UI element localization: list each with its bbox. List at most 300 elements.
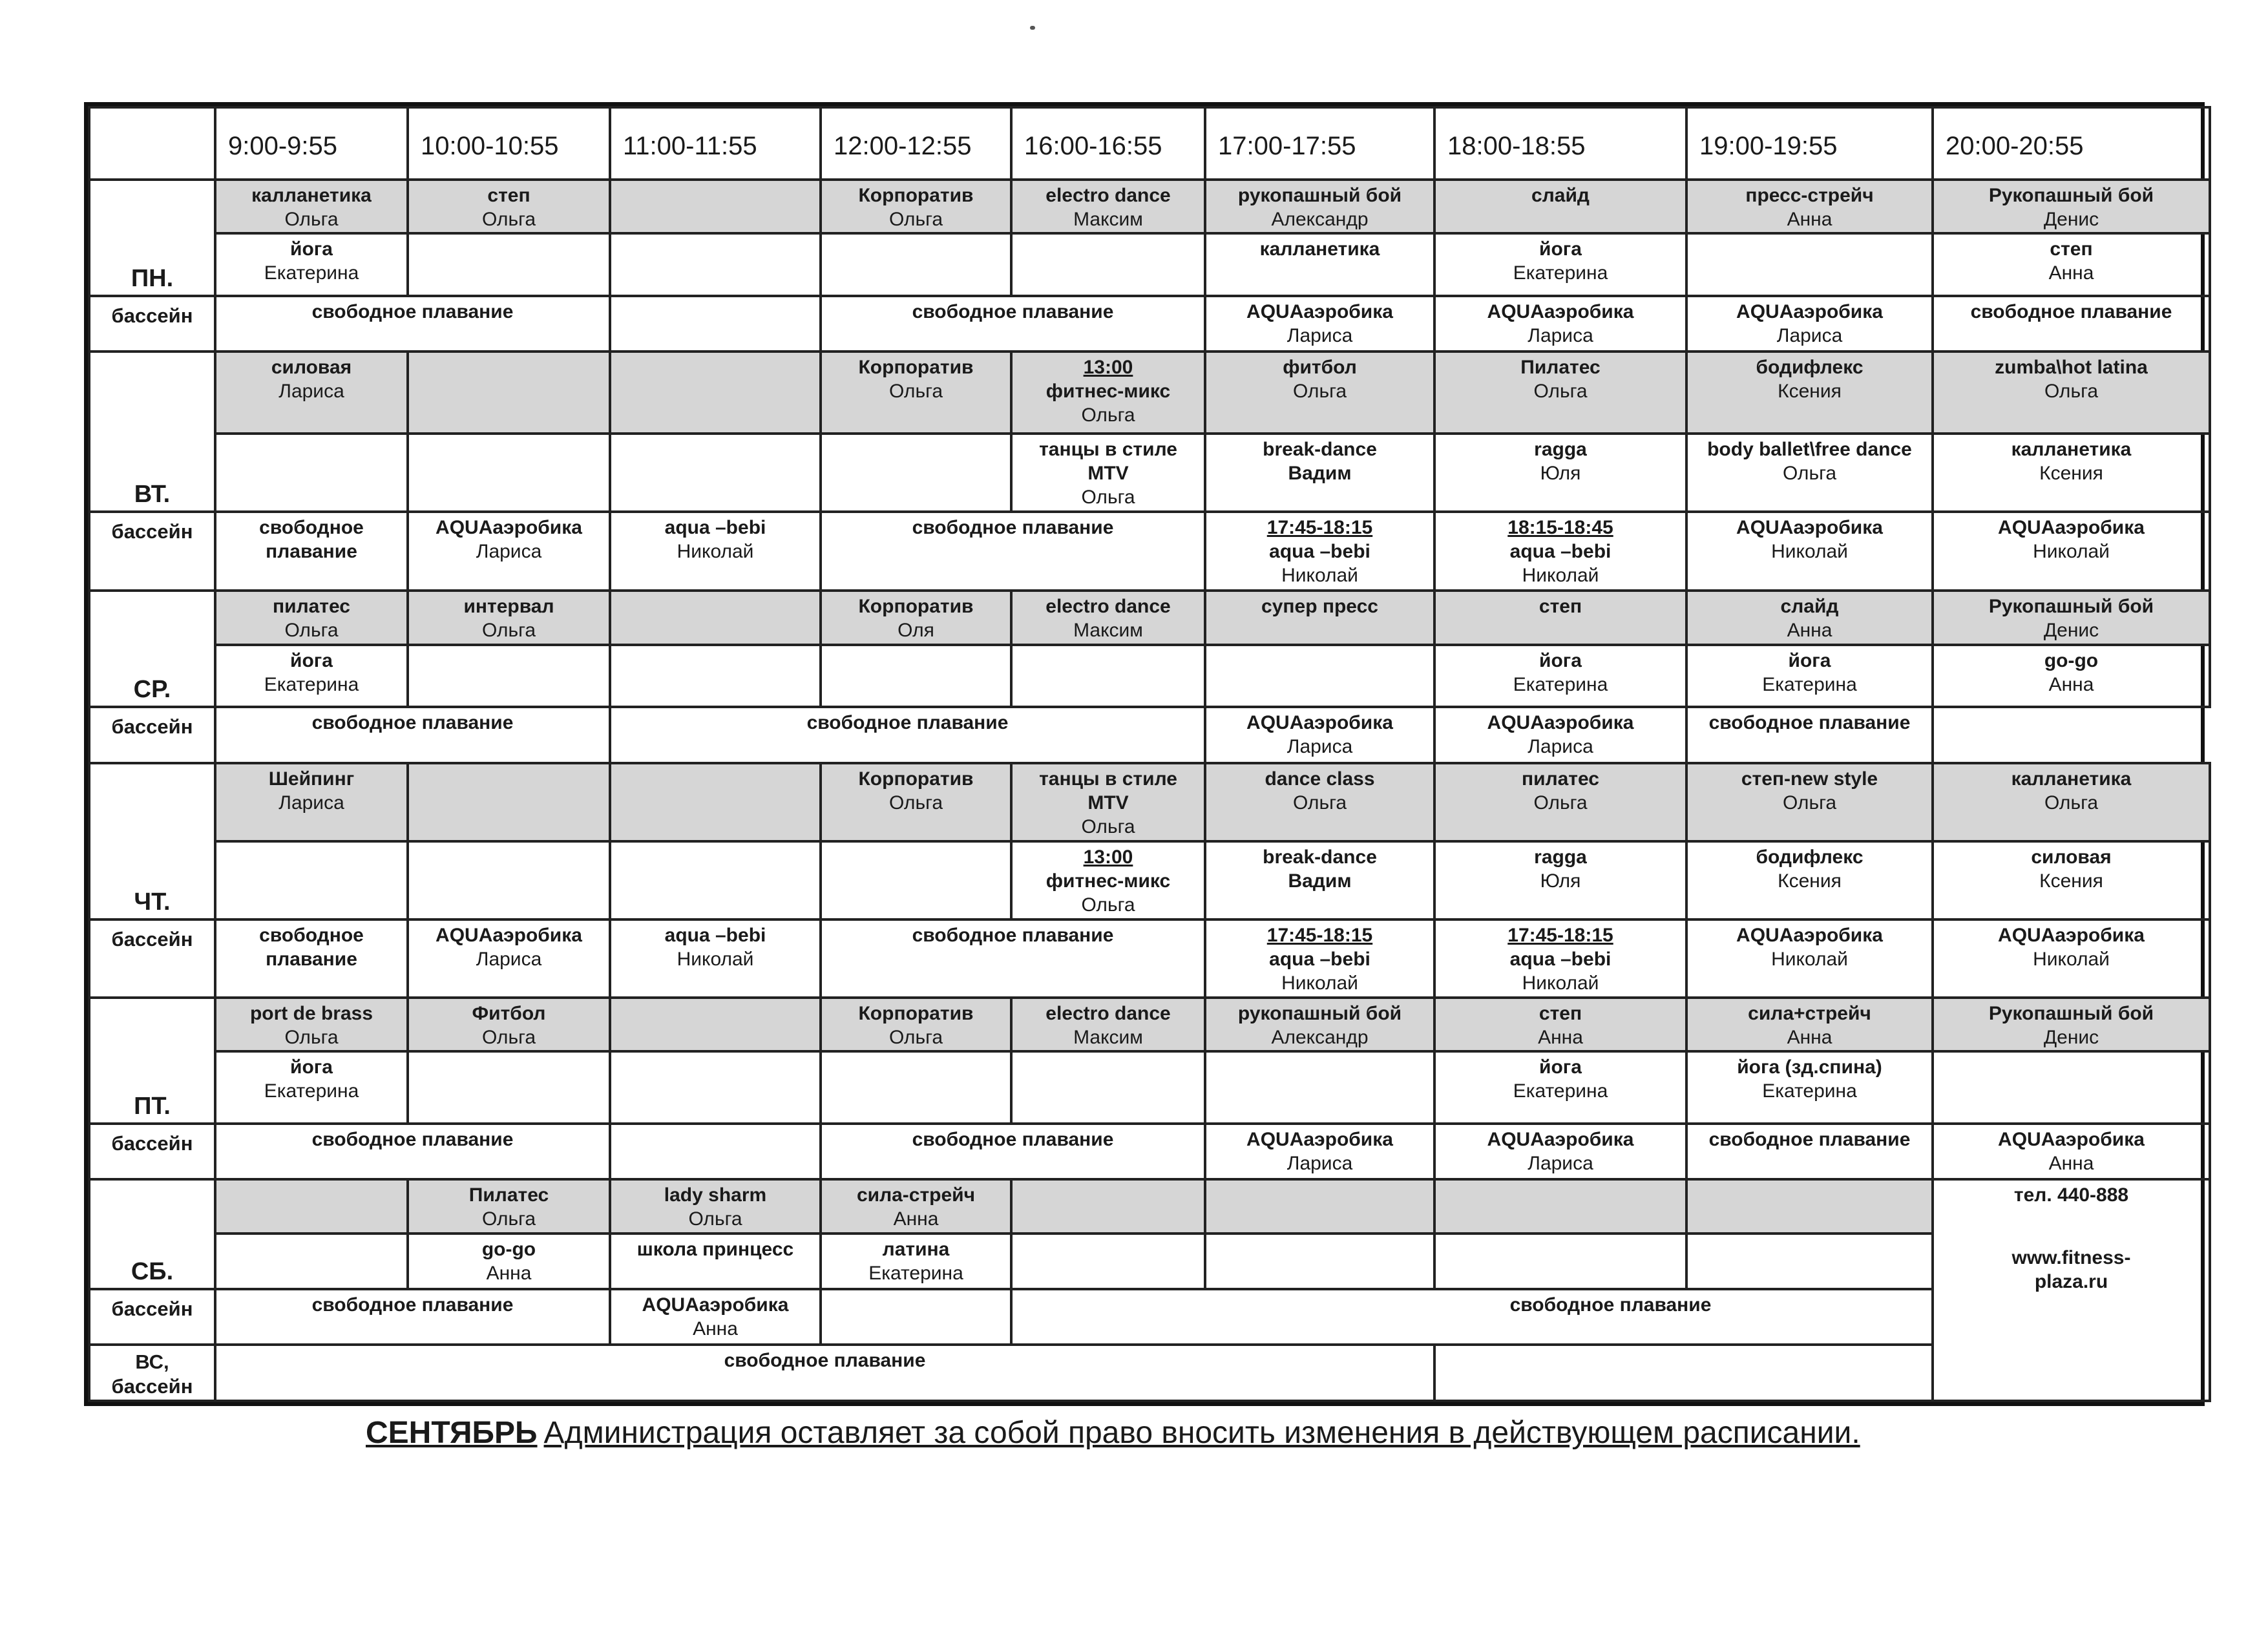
- class-name: рукопашный бой: [1237, 184, 1402, 206]
- class-name: степ-new style: [1741, 768, 1878, 790]
- day-label: [89, 1345, 215, 1401]
- class-cell: [610, 1289, 821, 1345]
- trainer-name: Ольга: [1782, 792, 1837, 814]
- class-cell: [1434, 512, 1686, 591]
- class-cell: [1205, 919, 1434, 998]
- trainer-name: Анна: [1787, 1026, 1832, 1048]
- class-cell: [1434, 1179, 1686, 1233]
- class-cell: [821, 1234, 1011, 1289]
- class-cell: [821, 434, 1011, 512]
- time-header: 16:00-16:55: [1011, 107, 1205, 180]
- class-name: пресс-стрейч: [1745, 184, 1874, 206]
- class-name: йога: [290, 649, 333, 671]
- class-cell: [1686, 233, 1933, 296]
- class-name: бодифлекс: [1756, 846, 1864, 868]
- time-header: 19:00-19:55: [1686, 107, 1933, 180]
- class-name: силовая: [2031, 846, 2112, 868]
- trainer-name: Анна: [486, 1262, 532, 1284]
- day-row: [89, 841, 2210, 919]
- trainer-name: Ольга: [481, 1208, 536, 1230]
- class-cell: [1205, 180, 1434, 233]
- class-cell: [408, 841, 610, 919]
- class-name: йога (зд.спина): [1737, 1056, 1882, 1078]
- class-cell: [1205, 296, 1434, 352]
- class-name: Шейпинг: [268, 768, 355, 790]
- header-row: [89, 107, 2210, 180]
- trainer-name: Ольга: [888, 792, 943, 814]
- trainer-name: Ксения: [1778, 870, 1842, 892]
- trainer-name: Ольга: [1081, 487, 1135, 509]
- trainer-name: Ольга: [1292, 792, 1347, 814]
- trainer-name: Максим: [1073, 620, 1143, 642]
- class-cell: [1205, 645, 1434, 708]
- class-name: port de brass: [249, 1002, 373, 1024]
- class-cell: [821, 352, 1011, 434]
- class-cell: [408, 352, 610, 434]
- class-name: zumba\hot latina: [1995, 357, 2148, 379]
- trainer-name: Николай: [2033, 948, 2110, 970]
- class-cell: [821, 998, 1011, 1051]
- day-row: [89, 998, 2210, 1051]
- class-cell: [215, 180, 408, 233]
- schedule-table: [88, 106, 2211, 1402]
- class-name: AQUAаэробика: [1246, 1128, 1393, 1150]
- class-name: AQUAаэробика: [1736, 300, 1883, 322]
- pool-label: бассейн: [89, 707, 215, 762]
- class-cell: [215, 645, 408, 708]
- trainer-name: Николай: [1522, 565, 1599, 587]
- class-name: степ: [1538, 596, 1582, 618]
- pool-row: [89, 296, 2210, 352]
- trainer-name: Екатерина: [1513, 1080, 1608, 1102]
- trainer-name: Ольга: [888, 1026, 943, 1048]
- trainer-name: Ольга: [888, 208, 943, 230]
- day-row: [89, 1179, 2210, 1233]
- class-name: lady sharm: [664, 1184, 767, 1206]
- class-name: aqua –bebi: [664, 924, 766, 946]
- class-cell: [408, 512, 610, 591]
- class-cell: [1933, 645, 2210, 708]
- pool-label: бассейн: [89, 296, 215, 352]
- class-cell: [610, 1234, 821, 1289]
- trainer-name: Николай: [2033, 541, 2110, 563]
- class-cell: [1686, 998, 1933, 1051]
- class-cell: [1011, 233, 1205, 296]
- class-name: aqua –bebi: [1269, 948, 1370, 970]
- class-cell: [408, 1179, 610, 1233]
- class-name: AQUAаэробика: [1246, 300, 1393, 322]
- class-cell: [1205, 998, 1434, 1051]
- website-link[interactable]: www.fitness-: [2011, 1247, 2131, 1269]
- class-cell: [1434, 763, 1686, 841]
- time-header: 12:00-12:55: [821, 107, 1011, 180]
- trainer-name: Екатерина: [1762, 1080, 1857, 1102]
- class-cell: [1686, 434, 1933, 512]
- class-name: калланетика: [251, 184, 372, 206]
- class-cell: [821, 645, 1011, 708]
- class-name: body ballet\free dance: [1707, 439, 1912, 461]
- trainer-name: Юля: [1540, 463, 1581, 485]
- class-cell: [1933, 763, 2210, 841]
- class-name: aqua –bebi: [1269, 541, 1370, 563]
- class-cell: [1434, 841, 1686, 919]
- class-cell: [610, 1124, 821, 1179]
- time-header: 17:00-17:55: [1205, 107, 1434, 180]
- trainer-name: Лариса: [1528, 736, 1593, 758]
- class-cell: [215, 1234, 408, 1289]
- trainer-name: Ольга: [284, 1026, 339, 1048]
- time-header: 18:00-18:55: [1434, 107, 1686, 180]
- class-name: AQUAаэробика: [1487, 1128, 1634, 1150]
- class-name: свободное плавание: [912, 517, 1114, 539]
- class-name: break-dance: [1263, 439, 1377, 461]
- class-cell: [1011, 841, 1205, 919]
- class-cell: [610, 645, 821, 708]
- class-name: пилатес: [273, 596, 350, 618]
- trainer-name: Николай: [1522, 972, 1599, 994]
- trainer-name: Екатерина: [264, 673, 359, 695]
- class-name: Корпоратив: [858, 1002, 974, 1024]
- class-name: степ: [1538, 1002, 1582, 1024]
- class-name: aqua –bebi: [664, 517, 766, 539]
- class-cell: [610, 512, 821, 591]
- class-cell: [1205, 233, 1434, 296]
- class-time: 13:00: [1083, 846, 1133, 868]
- pool-label: бассейн: [89, 512, 215, 591]
- class-cell: [1686, 707, 1933, 762]
- class-cell: [408, 763, 610, 841]
- trainer-name: Ольга: [481, 1026, 536, 1048]
- class-cell: [215, 1179, 408, 1233]
- class-cell: [408, 1051, 610, 1124]
- class-cell: [610, 434, 821, 512]
- trainer-name: Лариса: [476, 541, 542, 563]
- class-cell: [610, 296, 821, 352]
- day-label: ПТ.: [89, 998, 215, 1124]
- trainer-name: Лариса: [1528, 1152, 1593, 1174]
- trainer-name: Анна: [1787, 208, 1832, 230]
- class-cell: [821, 1179, 1011, 1233]
- pool-row: [89, 707, 2210, 762]
- class-cell: [1686, 296, 1933, 352]
- class-name: школа принцесс: [636, 1238, 794, 1260]
- trainer-name: Максим: [1073, 1026, 1143, 1048]
- day-label: ПН.: [89, 180, 215, 296]
- pool-label: бассейн: [89, 919, 215, 998]
- class-name: калланетика: [2011, 439, 2132, 461]
- class-name: супер пресс: [1261, 596, 1378, 618]
- trainer-name: Лариса: [278, 792, 344, 814]
- class-name: калланетика: [2011, 768, 2132, 790]
- trainer-name: Лариса: [278, 381, 344, 403]
- class-cell: [1686, 763, 1933, 841]
- class-cell: [1686, 352, 1933, 434]
- class-name: electro dance: [1045, 596, 1171, 618]
- disclaimer-text: Администрация оставляет за собой право вносить изменения в действующем расписании.: [543, 1416, 1860, 1450]
- class-cell: [821, 1051, 1011, 1124]
- class-name: Рукопашный бой: [1988, 1002, 2154, 1024]
- class-name: свободное плавание: [912, 300, 1114, 322]
- class-cell: [1686, 919, 1933, 998]
- time-header: 9:00-9:55: [215, 107, 408, 180]
- class-name: латина: [882, 1238, 950, 1260]
- sunday-row: [89, 1345, 2210, 1401]
- class-cell: [215, 707, 610, 762]
- class-cell: [821, 763, 1011, 841]
- day-label: ВТ.: [89, 352, 215, 512]
- day-row: [89, 180, 2210, 233]
- class-cell: [1011, 1234, 1205, 1289]
- trainer-name: Ольга: [481, 208, 536, 230]
- class-cell: [610, 352, 821, 434]
- class-cell: [1434, 180, 1686, 233]
- trainer-name: Анна: [893, 1208, 939, 1230]
- time-header: 10:00-10:55: [408, 107, 610, 180]
- trainer-name: Николай: [1281, 972, 1358, 994]
- class-time: 13:00: [1083, 357, 1133, 379]
- class-cell: [1011, 645, 1205, 708]
- class-name: Пилатес: [1520, 357, 1601, 379]
- class-cell: [1434, 296, 1686, 352]
- class-name: break-dance: [1263, 846, 1377, 868]
- class-name: калланетика: [1259, 238, 1380, 260]
- trainer-name: Анна: [2048, 673, 2094, 695]
- day-label: ЧТ.: [89, 763, 215, 919]
- class-cell: [215, 352, 408, 434]
- class-name: рукопашный бой: [1237, 1002, 1402, 1024]
- trainer-name: Анна: [2048, 1152, 2094, 1174]
- class-time: 17:45-18:15: [1507, 924, 1613, 946]
- class-cell: [821, 233, 1011, 296]
- website-link[interactable]: plaza.ru: [2034, 1271, 2108, 1293]
- trainer-name: Ольга: [1292, 381, 1347, 403]
- trainer-name: Ольга: [1081, 404, 1135, 426]
- class-cell: [1205, 841, 1434, 919]
- class-cell: [610, 1179, 821, 1233]
- class-cell: [821, 1124, 1205, 1179]
- class-name: Корпоратив: [858, 768, 974, 790]
- pool-label: бассейн: [89, 1289, 215, 1345]
- class-cell: [408, 645, 610, 708]
- day-row: [89, 763, 2210, 841]
- class-cell: [1434, 919, 1686, 998]
- trainer-name: Ольга: [2044, 792, 2099, 814]
- pool-row: [89, 1124, 2210, 1179]
- class-cell: [1011, 352, 1205, 434]
- class-cell: [1434, 645, 1686, 708]
- pool-row: [89, 1289, 2210, 1345]
- trainer-name: Ольга: [1782, 463, 1837, 485]
- class-time: 17:45-18:15: [1266, 517, 1373, 539]
- class-cell: [1686, 180, 1933, 233]
- day-label-line: бассейн: [111, 1374, 193, 1398]
- class-name: слайд: [1531, 184, 1590, 206]
- trainer-name: Вадим: [1288, 463, 1352, 485]
- class-cell: [1205, 1179, 1434, 1233]
- trainer-name: Ольга: [1533, 381, 1588, 403]
- trainer-name: Николай: [1771, 541, 1848, 563]
- class-cell: [1434, 998, 1686, 1051]
- trainer-name: Николай: [677, 541, 754, 563]
- class-cell: [1205, 512, 1434, 591]
- class-cell: [610, 180, 821, 233]
- class-cell: [1434, 1345, 1933, 1401]
- class-name: свободное плавание: [259, 924, 364, 970]
- class-cell: [1205, 707, 1434, 762]
- class-name: свободное плавание: [311, 1128, 514, 1150]
- class-cell: [1434, 233, 1686, 296]
- class-cell: [821, 591, 1011, 644]
- class-name: степ: [2050, 238, 2093, 260]
- class-name: танцы в стиле MTV: [1039, 768, 1177, 814]
- class-name: dance class: [1265, 768, 1375, 790]
- trainer-name: Максим: [1073, 208, 1143, 230]
- class-name: electro dance: [1045, 1002, 1171, 1024]
- class-name: AQUAаэробика: [1998, 517, 2145, 539]
- class-name: ragga: [1534, 439, 1587, 461]
- class-cell: [215, 1051, 408, 1124]
- class-name: йога: [1539, 649, 1582, 671]
- day-row: [89, 645, 2210, 708]
- class-cell: [1933, 998, 2210, 1051]
- class-cell: [1434, 1124, 1686, 1179]
- class-cell: [1205, 352, 1434, 434]
- class-cell: [1933, 512, 2210, 591]
- class-name: фитнес-микс: [1045, 870, 1171, 892]
- class-name: свободное плавание: [806, 712, 1009, 734]
- class-cell: [1686, 1234, 1933, 1289]
- class-cell: [1933, 233, 2210, 296]
- class-name: Корпоратив: [858, 184, 974, 206]
- trainer-name: Анна: [693, 1318, 738, 1339]
- class-cell: [215, 434, 408, 512]
- trainer-name: Оля: [898, 620, 934, 642]
- class-name: свободное плавание: [912, 1128, 1114, 1150]
- class-name: силовая: [271, 357, 352, 379]
- day-row: [89, 1051, 2210, 1124]
- class-name: AQUAаэробика: [1998, 1128, 2145, 1150]
- class-cell: [1933, 919, 2210, 998]
- class-cell: [1205, 434, 1434, 512]
- class-cell: [1434, 707, 1686, 762]
- class-name: aqua –bebi: [1509, 541, 1612, 563]
- class-cell: [610, 763, 821, 841]
- day-row: [89, 591, 2210, 644]
- class-name: сила+стрейч: [1748, 1002, 1871, 1024]
- trainer-name: Николай: [1281, 565, 1358, 587]
- trainer-name: Денис: [2043, 620, 2099, 642]
- schedule-sheet: [84, 102, 2205, 1406]
- trainer-name: Ольга: [284, 208, 339, 230]
- class-cell: [610, 233, 821, 296]
- class-name: AQUAаэробика: [1736, 924, 1883, 946]
- class-cell: [1434, 434, 1686, 512]
- class-name: сила-стрейч: [856, 1184, 976, 1206]
- class-name: танцы в стиле MTV: [1039, 439, 1177, 485]
- class-cell: [1011, 434, 1205, 512]
- class-cell: [215, 1124, 610, 1179]
- class-cell: [1011, 998, 1205, 1051]
- class-name: степ: [487, 184, 530, 206]
- class-time: 18:15-18:45: [1507, 517, 1613, 539]
- class-cell: [215, 233, 408, 296]
- class-name: AQUAаэробика: [1487, 712, 1634, 734]
- class-cell: [408, 180, 610, 233]
- trainer-name: Ольга: [1533, 792, 1588, 814]
- class-cell: [1933, 841, 2210, 919]
- class-cell: [215, 1289, 610, 1345]
- class-name: Корпоратив: [858, 357, 974, 379]
- class-name: фитбол: [1283, 357, 1357, 379]
- trainer-name: Лариса: [1776, 324, 1843, 346]
- trainer-name: Ксения: [1778, 381, 1842, 403]
- trainer-name: Анна: [2048, 262, 2094, 284]
- class-cell: [1434, 1051, 1686, 1124]
- day-row: [89, 233, 2210, 296]
- class-name: фитнес-микс: [1045, 381, 1171, 403]
- class-time: 17:45-18:15: [1266, 924, 1373, 946]
- class-cell: [610, 841, 821, 919]
- class-name: AQUAаэробика: [642, 1294, 789, 1316]
- trainer-name: Екатерина: [868, 1262, 963, 1284]
- class-cell: [408, 998, 610, 1051]
- class-name: ragga: [1534, 846, 1587, 868]
- class-cell: [1686, 841, 1933, 919]
- trainer-name: Екатерина: [1762, 673, 1857, 695]
- class-cell: [610, 591, 821, 644]
- class-name: electro dance: [1045, 184, 1171, 206]
- trainer-name: Денис: [2043, 208, 2099, 230]
- class-name: свободное плавание: [311, 1294, 514, 1316]
- class-cell: [1011, 1289, 2210, 1345]
- class-cell: [610, 998, 821, 1051]
- day-row: [89, 352, 2210, 434]
- class-cell: [821, 180, 1011, 233]
- class-cell: [610, 1051, 821, 1124]
- day-label-line: ВС,: [135, 1350, 169, 1373]
- class-cell: [215, 998, 408, 1051]
- class-cell: [408, 434, 610, 512]
- trainer-name: Лариса: [1286, 324, 1353, 346]
- class-cell: [1011, 1179, 1205, 1233]
- class-name: слайд: [1780, 596, 1839, 618]
- day-label: СР.: [89, 591, 215, 707]
- class-cell: [610, 707, 1205, 762]
- class-cell: [1686, 1051, 1933, 1124]
- class-name: AQUAаэробика: [436, 517, 582, 539]
- trainer-name: Лариса: [476, 948, 542, 970]
- class-name: йога: [290, 1056, 333, 1078]
- class-name: свободное плавание: [259, 517, 364, 563]
- trainer-name: Ксения: [2039, 870, 2103, 892]
- pool-row: [89, 919, 2210, 998]
- trainer-name: Юля: [1540, 870, 1581, 892]
- class-cell: [1011, 180, 1205, 233]
- class-cell: [1933, 434, 2210, 512]
- class-cell: [821, 512, 1205, 591]
- trainer-name: Денис: [2043, 1026, 2099, 1048]
- trainer-name: Ольга: [1081, 894, 1135, 916]
- class-name: Пилатес: [468, 1184, 549, 1206]
- trainer-name: Анна: [1787, 620, 1832, 642]
- class-name: AQUAаэробика: [1487, 300, 1634, 322]
- class-name: свободное плавание: [724, 1350, 926, 1372]
- class-cell: [215, 296, 610, 352]
- class-cell: [1205, 1124, 1434, 1179]
- class-name: AQUAаэробика: [1246, 712, 1393, 734]
- class-cell: [821, 919, 1205, 998]
- class-cell: [821, 296, 1205, 352]
